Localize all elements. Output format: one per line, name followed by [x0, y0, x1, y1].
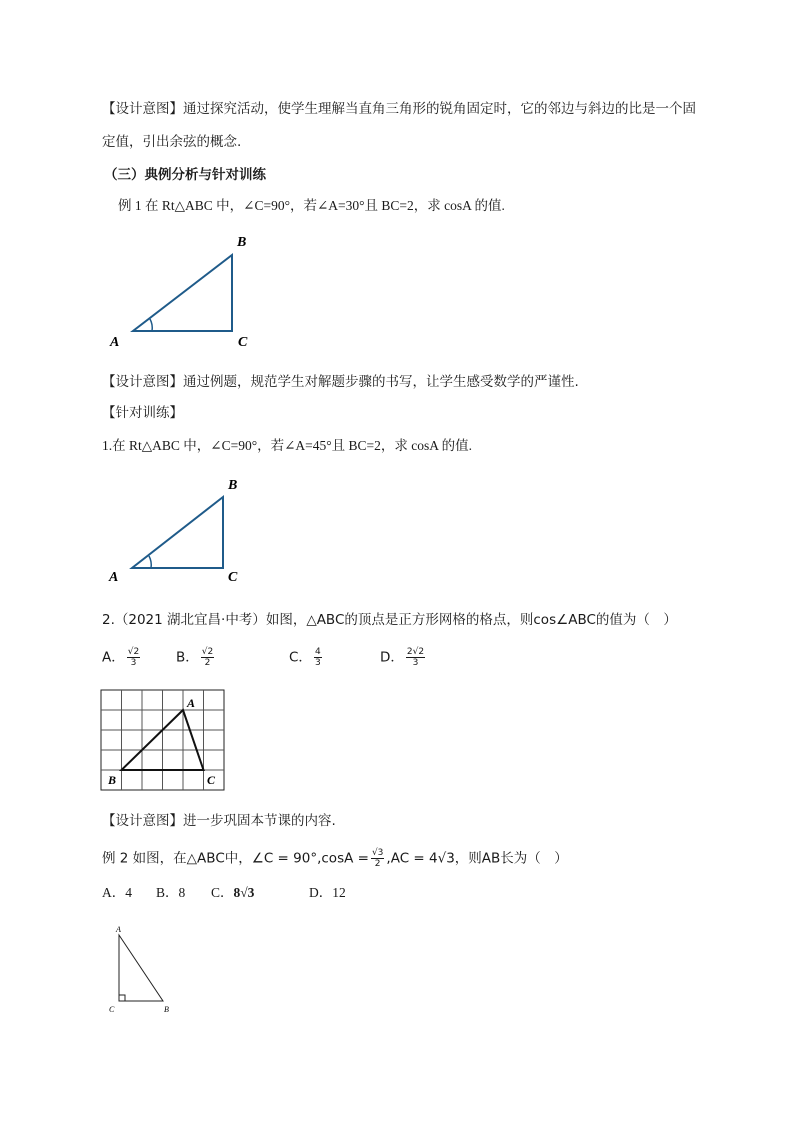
vertex-label-b: B	[108, 773, 117, 787]
option-fraction: $\frac{2√2}{3}$	[406, 647, 425, 668]
option-value: 8√3	[233, 885, 255, 900]
vertex-label-c: C	[228, 570, 238, 585]
vertex-label-b: B	[237, 235, 247, 250]
training-heading: 【针对训练】	[102, 405, 183, 421]
example-2-option-a: A．4	[102, 885, 132, 900]
option-letter: C．	[289, 649, 312, 666]
example-2-option-d: D．12	[309, 885, 346, 900]
cos-fraction: $\frac{√3}{2}$	[371, 848, 384, 869]
triangle-3	[119, 935, 163, 1001]
design-intent-2: 【设计意图】通过例题，规范学生对解题步骤的书写，让学生感受数学的严谨性.	[102, 374, 579, 390]
vertex-label-c: C	[207, 773, 216, 787]
option-letter: C．	[211, 885, 234, 900]
vertex-label-c: C	[238, 335, 248, 350]
vertex-label-b: B	[164, 1005, 169, 1014]
vertex-label-a: A	[110, 335, 120, 350]
vertex-label-b: B	[228, 478, 238, 493]
vertex-label-c: C	[109, 1005, 115, 1014]
right-angle-mark	[119, 995, 125, 1001]
option-letter: B．	[176, 649, 199, 666]
option-fraction: $\frac{4}{3}$	[314, 647, 321, 668]
question-1-text: 1.在 Rt△ABC 中，∠C=90°，若∠A=45°且 BC=2，求 cosA 的值.	[102, 438, 473, 453]
design-intent-line-2: 定值，引出余弦的概念.	[102, 134, 242, 150]
option-letter: D．	[380, 649, 404, 666]
example-2-pre: 例 2 如图，在△ABC中，∠C = 90°,cosA =	[102, 850, 369, 867]
option-fraction: $\frac{√2}{3}$	[127, 647, 140, 668]
question-2-text: 2.（2021 湖北宜昌·中考）如图，△ABC的顶点是正方形网格的格点，则cos∠ABC的值为（ ）	[102, 612, 677, 628]
design-intent-3: 【设计意图】进一步巩固本节课的内容.	[102, 813, 336, 829]
vertex-label-a: A	[116, 925, 121, 934]
example-2-post: ,AC = 4√3，则AB长为（ ）	[386, 850, 568, 867]
example-1-text: 例 1 在 Rt△ABC 中，∠C=90°，若∠A=30°且 BC=2，求 cosA 的值.	[118, 198, 505, 213]
vertex-label-a: A	[109, 570, 119, 585]
vertex-label-a: A	[187, 696, 196, 710]
option-fraction: $\frac{√2}{2}$	[201, 647, 214, 668]
section-heading: （三）典例分析与针对训练	[104, 167, 266, 183]
example-2-option-b: B．8	[156, 885, 186, 900]
option-letter: A．	[102, 649, 125, 666]
design-intent-line-1: 【设计意图】通过探究活动，使学生理解当直角三角形的锐角固定时，它的邻边与斜边的比是一个固	[102, 101, 696, 117]
